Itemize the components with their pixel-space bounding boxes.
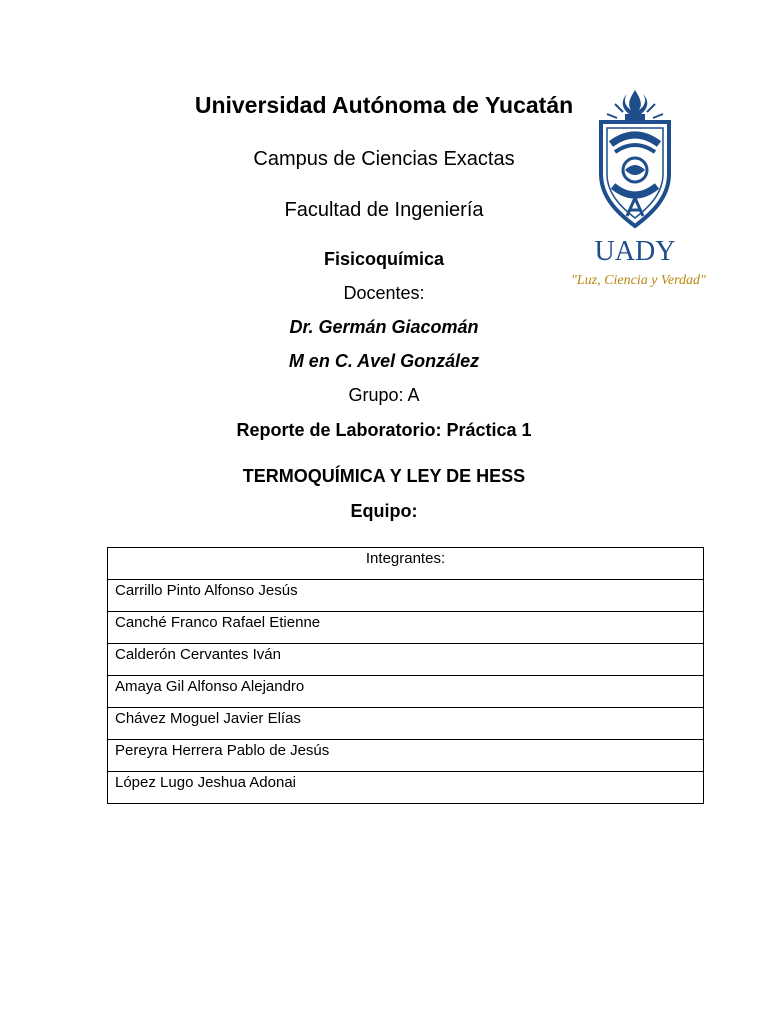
teachers-label: Docentes: xyxy=(343,283,425,303)
table-row xyxy=(108,708,704,740)
table-header-cell: Integrantes: xyxy=(108,548,704,580)
uady-motto: "Luz, Ciencia y Verdad" xyxy=(571,273,706,288)
teacher-name: M en C. Avel González xyxy=(288,351,480,371)
faculty-name: Facultad de Ingeniería xyxy=(284,199,484,221)
uady-shield-logo-icon xyxy=(585,86,685,236)
uady-wordmark: UADY xyxy=(594,236,676,267)
subject-name: Fisicoquímica xyxy=(323,249,445,269)
team-label: Equipo: xyxy=(350,501,418,521)
table-row xyxy=(108,612,704,644)
table-header-row xyxy=(108,548,704,580)
teacher-name: Dr. Germán Giacomán xyxy=(289,317,479,337)
team-members-table xyxy=(107,547,704,804)
member-name: Carrillo Pinto Alfonso Jesús xyxy=(108,580,704,612)
table-row xyxy=(108,772,704,804)
member-name: Chávez Moguel Javier Elías xyxy=(108,708,704,740)
table-row xyxy=(108,676,704,708)
member-name: Amaya Gil Alfonso Alejandro xyxy=(108,676,704,708)
member-name: Pereyra Herrera Pablo de Jesús xyxy=(108,740,704,772)
report-title: Reporte de Laboratorio: Práctica 1 xyxy=(236,420,532,440)
member-name: Calderón Cervantes Iván xyxy=(108,644,704,676)
member-name: Canché Franco Rafael Etienne xyxy=(108,612,704,644)
table-row xyxy=(108,580,704,612)
university-title: Universidad Autónoma de Yucatán xyxy=(194,92,574,118)
group-label: Grupo: A xyxy=(348,385,420,405)
topic-title: TERMOQUÍMICA Y LEY DE HESS xyxy=(242,466,526,486)
campus-name: Campus de Ciencias Exactas xyxy=(253,148,515,170)
table-row xyxy=(108,644,704,676)
member-name: López Lugo Jeshua Adonai xyxy=(108,772,704,804)
table-row xyxy=(108,740,704,772)
